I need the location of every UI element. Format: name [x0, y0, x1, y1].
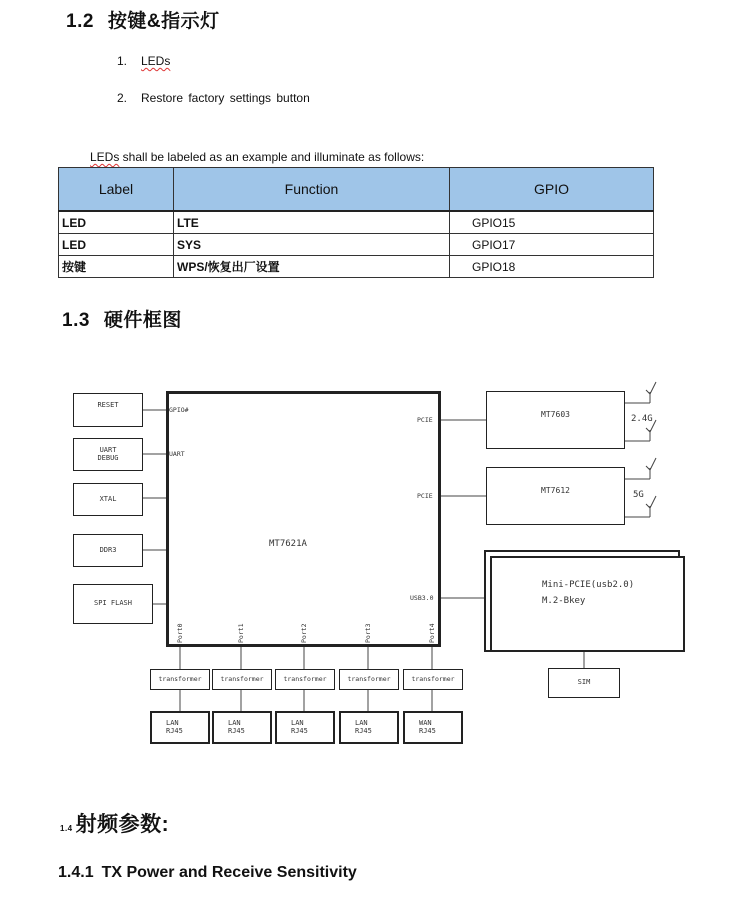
jack-label: LAN — [166, 719, 179, 727]
mt7603-wifi-block — [486, 391, 625, 449]
section-title: 射频参数: — [75, 813, 170, 836]
wan-jack — [403, 711, 463, 744]
jack-label-2: RJ45 — [228, 727, 245, 735]
section-heading-1-4 — [60, 808, 169, 838]
lan-jack-3 — [275, 711, 335, 744]
wifi-chip-label: MT7612 — [541, 486, 570, 495]
mt7621a-soc-block — [166, 391, 441, 647]
pin-pcie-2: PCIE — [417, 492, 433, 500]
block-label: transformer — [220, 675, 264, 683]
spi-flash-block — [73, 584, 153, 624]
cell-gpio: GPIO18 — [450, 256, 654, 278]
pin-pcie-1: PCIE — [417, 416, 433, 424]
ddr3-block — [73, 534, 143, 567]
transformer-block — [339, 669, 399, 690]
jack-label-2: RJ45 — [291, 727, 308, 735]
caption-rest: shall be labeled as an example and illuminate as follows: — [119, 150, 425, 164]
list-number: 2. — [117, 91, 128, 105]
cell-label: 按键 — [59, 256, 174, 278]
cell-function: WPS/恢复出厂设置 — [174, 256, 450, 278]
sim-label: SIM — [577, 678, 591, 686]
section-title: TX Power and Receive Sensitivity — [101, 864, 357, 881]
section-number: 1.4 — [60, 824, 73, 833]
reset-block — [73, 393, 143, 427]
block-label: RESET — [97, 401, 119, 409]
section-number: 1.4.1 — [58, 864, 94, 881]
list-text: Restore factory settings button — [141, 91, 310, 105]
section-number: 1.2 — [66, 11, 94, 32]
section-title: 按键&指示灯 — [107, 11, 220, 32]
header-label: Label — [59, 168, 174, 212]
list-text: LEDs — [141, 54, 171, 68]
jack-label: LAN — [228, 719, 241, 727]
jack-label-2: RJ45 — [166, 727, 183, 735]
port-label: Port4 — [428, 623, 436, 643]
jack-label: LAN — [355, 719, 368, 727]
port-label: Port3 — [364, 623, 372, 643]
block-label: DDR3 — [99, 546, 117, 554]
jack-label: WAN — [419, 719, 432, 727]
minipcie-block — [490, 556, 685, 652]
block-label: UART — [99, 446, 117, 454]
header-function: Function — [174, 168, 450, 212]
cell-gpio: GPIO15 — [450, 211, 654, 234]
lan-jack-1 — [150, 711, 210, 744]
lan-jack-4 — [339, 711, 399, 744]
pin-gpio: GPIO# — [169, 406, 189, 414]
block-label: transformer — [283, 675, 327, 683]
pin-uart: UART — [169, 450, 185, 458]
block-label-2: DEBUG — [97, 454, 119, 462]
minipcie-label-2: M.2-Bkey — [542, 596, 586, 606]
jack-label-2: RJ45 — [355, 727, 372, 735]
xtal-block — [73, 483, 143, 516]
port-label: Port1 — [237, 623, 245, 643]
transformer-block — [275, 669, 335, 690]
transformer-block — [212, 669, 272, 690]
cell-function: SYS — [174, 234, 450, 256]
transformer-block — [150, 669, 210, 690]
block-label: transformer — [347, 675, 391, 683]
jack-label-2: RJ45 — [419, 727, 436, 735]
wifi-chip-label: MT7603 — [541, 410, 570, 419]
transformer-block — [403, 669, 463, 690]
header-gpio: GPIO — [450, 168, 654, 212]
block-label: XTAL — [99, 495, 117, 503]
section-heading-1-4-1 — [58, 864, 357, 882]
lan-jack-2 — [212, 711, 272, 744]
block-label: SPI FLASH — [94, 599, 132, 607]
soc-label: MT7621A — [269, 539, 307, 549]
band-label-2g: 2.4G — [631, 414, 653, 424]
sim-block — [548, 668, 620, 698]
port-label: Port2 — [300, 623, 308, 643]
cell-label: LED — [59, 234, 174, 256]
minipcie-label: Mini-PCIE(usb2.0) — [542, 580, 635, 590]
port-label: Port0 — [176, 623, 184, 643]
jack-label: LAN — [291, 719, 304, 727]
block-label: transformer — [158, 675, 202, 683]
mt7612-wifi-block — [486, 467, 625, 525]
block-label: transformer — [411, 675, 455, 683]
cell-function: LTE — [174, 211, 450, 234]
uart-debug-block — [73, 438, 143, 471]
list-number: 1. — [117, 54, 128, 68]
cell-gpio: GPIO17 — [450, 234, 654, 256]
pin-usb3: USB3.0 — [410, 594, 434, 602]
cell-label: LED — [59, 211, 174, 234]
band-label-5g: 5G — [633, 490, 644, 500]
section-title: 硬件框图 — [103, 310, 182, 331]
section-number: 1.3 — [62, 310, 90, 331]
caption-word: LEDs — [90, 150, 120, 164]
